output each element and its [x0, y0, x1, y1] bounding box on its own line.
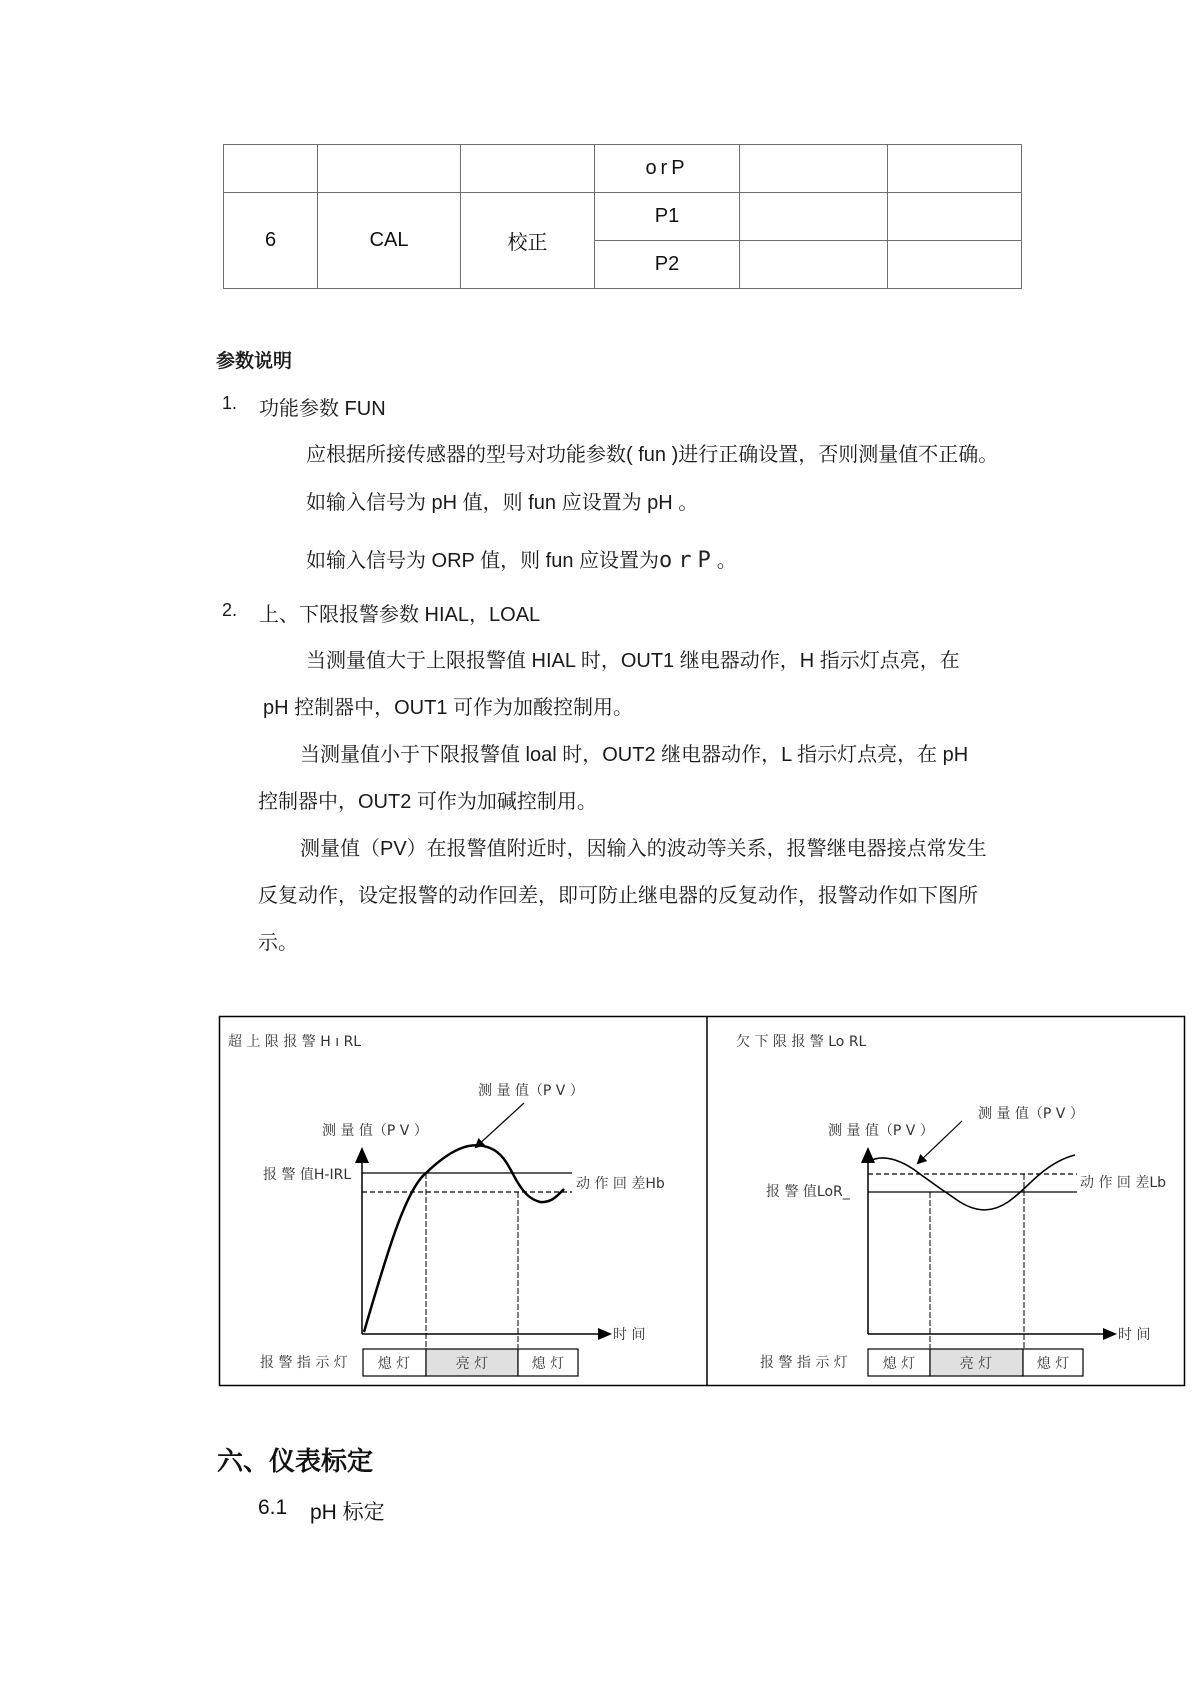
paragraph-line: 应根据所接传感器的型号对功能参数( fun )进行正确设置，否则测量值不正确。	[306, 444, 999, 466]
paragraph-line: pH 控制器中，OUT1 可作为加酸控制用。	[263, 697, 634, 719]
hysteresis-label: 动 作 回 差Lb	[1080, 1175, 1167, 1191]
section-title-calibration: 六、仪表标定	[217, 1447, 374, 1477]
indicator-state: 亮 灯	[959, 1356, 993, 1372]
cell-value-p2: P2	[595, 241, 740, 289]
cell-no: 6	[224, 193, 318, 289]
pv-axis-label: 测 量 值（P V ）	[322, 1123, 428, 1139]
indicator-state: 亮 灯	[455, 1356, 489, 1372]
text: 如输入信号为 ORP 值，则 fun 应设置为	[306, 550, 660, 572]
pv-curve-label: 测 量 值（P V ）	[978, 1106, 1084, 1122]
paragraph-line: 控制器中，OUT2 可作为加碱控制用。	[258, 791, 597, 813]
paragraph-line: 示。	[258, 932, 298, 954]
indicator-label: 报 警 指 示 灯	[260, 1355, 348, 1371]
paragraph-line: 反复动作，设定报警的动作回差，即可防止继电器的反复动作，报警动作如下图所	[258, 885, 978, 907]
panel-title: 欠 下 限 报 警 Lo RL	[736, 1034, 867, 1050]
hysteresis-label: 动 作 回 差Hb	[576, 1176, 665, 1192]
time-label: 时 间	[613, 1327, 646, 1343]
paragraph-line: 如输入信号为 pH 值，则 fun 应设置为 pH 。	[306, 492, 699, 514]
list-number: 1.	[222, 393, 238, 413]
list-number: 2.	[222, 600, 238, 620]
orp-symbol: orP	[659, 548, 717, 573]
subsection-title: pH 标定	[310, 1501, 385, 1524]
indicator-state: 熄 灯	[377, 1356, 411, 1372]
pv-curve-label: 测 量 值（P V ）	[478, 1083, 584, 1099]
cell-value-p1: P1	[595, 193, 740, 241]
pv-curve	[870, 1155, 1075, 1210]
cell-name: 校正	[461, 193, 595, 289]
indicator-state: 熄 灯	[882, 1356, 916, 1372]
pv-axis-label: 测 量 值（P V ）	[828, 1123, 934, 1139]
paragraph-line: 当测量值小于下限报警值 loal 时，OUT2 继电器动作，L 指示灯点亮，在 pH	[300, 744, 969, 766]
paragraph-line: 当测量值大于上限报警值 HIAL 时，OUT1 继电器动作，H 指示灯点亮，在	[306, 650, 960, 672]
item-title-alarm: 上、下限报警参数 HIAL，LOAL	[259, 604, 541, 626]
subsection-number: 6.1	[258, 1496, 288, 1519]
y-axis-arrow-icon	[355, 1147, 369, 1163]
section-title-params: 参数说明	[216, 350, 293, 372]
pv-pointer-arrow	[476, 1103, 524, 1147]
indicator-state: 熄 灯	[1036, 1356, 1070, 1372]
cell-code: CAL	[318, 193, 461, 289]
text: 。	[716, 550, 737, 572]
x-axis-arrow-icon	[1103, 1328, 1117, 1340]
item-title-fun: 功能参数 FUN	[259, 398, 386, 420]
x-axis-arrow-icon	[598, 1328, 612, 1340]
indicator-label: 报 警 指 示 灯	[760, 1355, 848, 1371]
y-axis-arrow-icon	[861, 1147, 875, 1163]
alarm-value-label: 报 警 值H-IRL	[263, 1167, 352, 1183]
paragraph-line: 测量值（PV）在报警值附近时，因输入的波动等关系，报警继电器接点常发生	[300, 838, 987, 860]
indicator-state: 熄 灯	[531, 1356, 565, 1372]
high-alarm-panel	[228, 1033, 665, 1376]
alarm-value-label: 报 警 值LoR_	[766, 1184, 850, 1200]
time-label: 时 间	[1118, 1327, 1151, 1343]
cell-value-orp: orP	[595, 145, 740, 193]
low-alarm-panel	[736, 1033, 1166, 1376]
panel-title: 超 上 限 报 警 H ı RL	[228, 1034, 362, 1050]
